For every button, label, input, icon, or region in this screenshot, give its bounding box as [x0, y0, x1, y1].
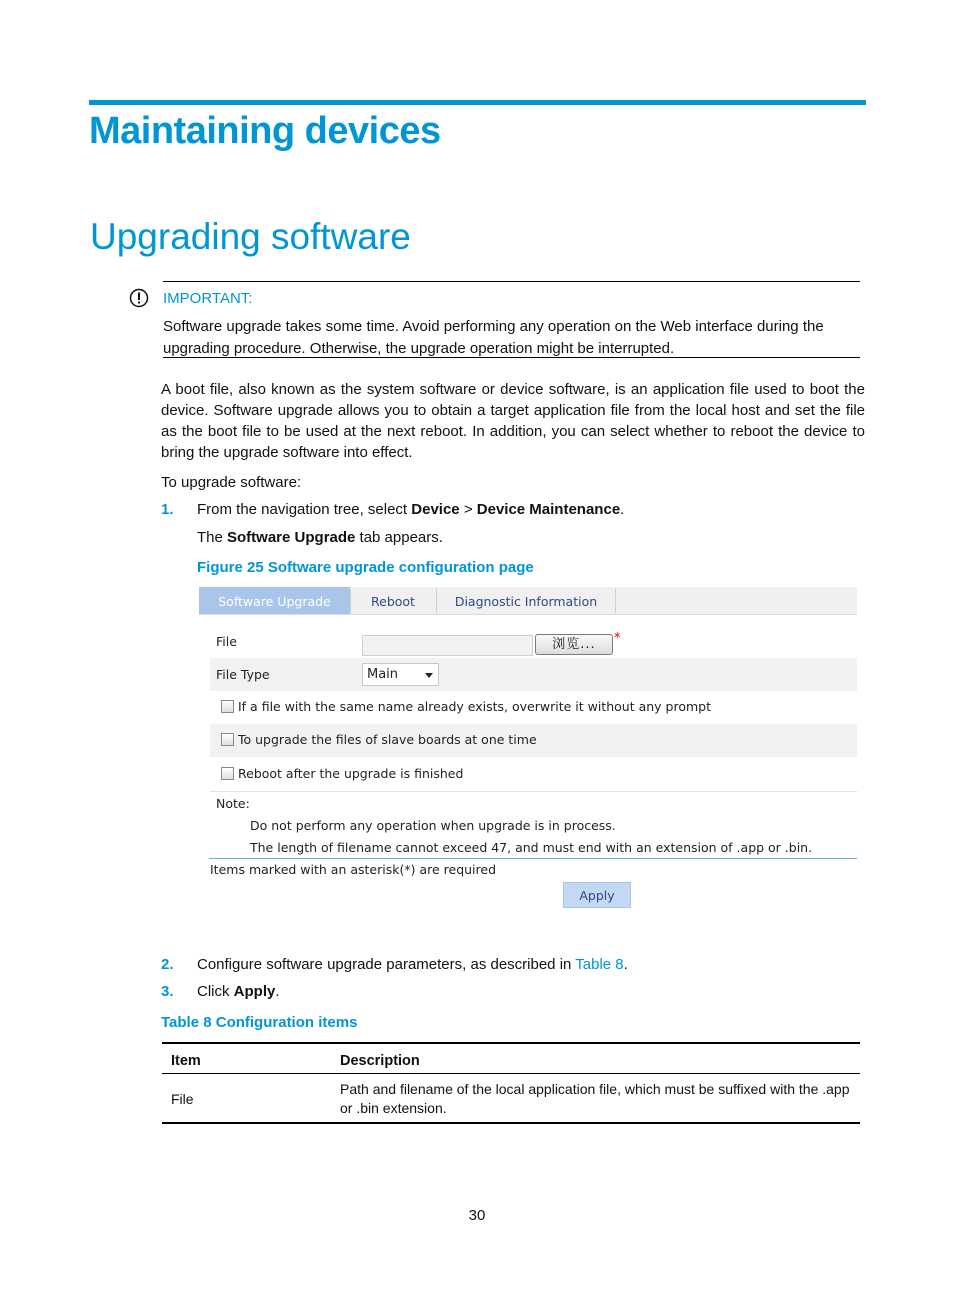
file-type-row: [210, 658, 857, 691]
table-cell-description: Path and filename of the local application file, which must be suffixed with the .app or .bin extension.: [340, 1081, 850, 1116]
exclamation-circle-icon: [129, 288, 149, 308]
divider: [210, 791, 857, 792]
menu-path-separator: >: [459, 501, 477, 518]
step-text: [197, 983, 280, 1000]
table-header-item: Item: [171, 1053, 201, 1069]
slave-boards-label: To upgrade the files of slave boards at one time: [238, 732, 537, 747]
note-label: Note:: [216, 796, 250, 811]
figure-caption: Figure 25 Software upgrade configuration page: [197, 559, 534, 576]
required-marker: *: [614, 631, 621, 646]
section-title: Upgrading software: [90, 216, 411, 257]
table-8-link[interactable]: Table 8: [575, 956, 624, 973]
software-upgrade-figure: [199, 587, 858, 912]
page-number: 30: [468, 1207, 486, 1224]
chevron-down-icon: [425, 673, 433, 678]
chapter-rule: [89, 100, 866, 105]
reboot-option-row: [210, 758, 857, 791]
table-header-rule: [162, 1073, 860, 1074]
step-text: [197, 956, 628, 973]
table-cell-item: File: [171, 1091, 194, 1107]
important-text: Software upgrade takes some time. Avoid performing any operation on the Web interface during the upgrading procedure. Otherwise, the upgrade operation might be interrupted.: [163, 318, 824, 357]
slave-boards-checkbox[interactable]: [221, 733, 234, 746]
file-path-input[interactable]: [362, 635, 533, 656]
step-result-suffix: tab appears.: [355, 529, 443, 546]
step-text-suffix: .: [620, 501, 625, 518]
menu-path-device: Device: [411, 501, 460, 518]
divider: [209, 858, 857, 859]
step-text-prefix: From the navigation tree, select: [197, 501, 412, 518]
table-caption: Table 8 Configuration items: [161, 1014, 358, 1031]
step-text-suffix: .: [623, 956, 628, 973]
step-text: [197, 501, 624, 518]
file-row: [210, 625, 857, 658]
table-header-description: Description: [340, 1053, 420, 1069]
step-number: 3.: [161, 983, 174, 1000]
step-text-prefix: Configure software upgrade parameters, as described in: [197, 956, 576, 973]
file-label: File: [216, 634, 237, 649]
note-line: The length of filename cannot exceed 47, and must end with an extension of .app or .bin.: [250, 840, 813, 855]
chapter-title: Maintaining devices: [89, 110, 441, 152]
apply-button[interactable]: Apply: [563, 882, 631, 908]
file-type-label: File Type: [216, 667, 270, 682]
step-number: 2.: [161, 956, 174, 973]
reboot-label: Reboot after the upgrade is finished: [238, 766, 464, 781]
apply-keyword: Apply: [233, 983, 276, 1000]
note-bottom-rule: [163, 357, 860, 358]
procedure-intro: To upgrade software:: [161, 474, 302, 491]
step-result: [197, 529, 443, 546]
intro-paragraph: A boot file, also known as the system software or device software, is an application file used to boot the device. Software upgrade allows you to obtain a target application file from the local host and set the file as the boot file to be used at the next reboot. In addition, you can select whether to reboot the device to bring the upgrade software into effect.: [161, 381, 865, 461]
reboot-checkbox[interactable]: [221, 767, 234, 780]
tab-software-upgrade[interactable]: Software Upgrade: [199, 587, 350, 614]
step-text-suffix: .: [275, 983, 280, 1000]
tab-bar: [199, 587, 857, 615]
tab-reboot[interactable]: Reboot: [371, 594, 415, 609]
step-text-prefix: Click: [197, 983, 234, 1000]
tab-separator: [615, 589, 616, 613]
table-bottom-rule: [162, 1122, 860, 1124]
note-line: Do not perform any operation when upgrade is in process.: [250, 818, 616, 833]
tab-diagnostic-information[interactable]: Diagnostic Information: [454, 594, 598, 609]
overwrite-option-row: [210, 691, 857, 724]
important-label: IMPORTANT:: [163, 290, 253, 307]
browse-button[interactable]: 浏览...: [535, 634, 613, 655]
slave-boards-option-row: [210, 724, 857, 757]
step-result-prefix: The: [197, 529, 228, 546]
menu-path-device-maintenance: Device Maintenance: [476, 501, 621, 518]
required-footnote: Items marked with an asterisk(*) are required: [210, 862, 497, 877]
step-number: 1.: [161, 501, 174, 518]
overwrite-checkbox[interactable]: [221, 700, 234, 713]
tab-name: Software Upgrade: [227, 529, 356, 546]
note-top-rule: [163, 281, 860, 282]
table-top-rule: [162, 1042, 860, 1044]
file-type-value: Main: [367, 667, 399, 682]
overwrite-label: If a file with the same name already exists, overwrite it without any prompt: [238, 699, 711, 714]
file-type-select[interactable]: [362, 663, 439, 686]
